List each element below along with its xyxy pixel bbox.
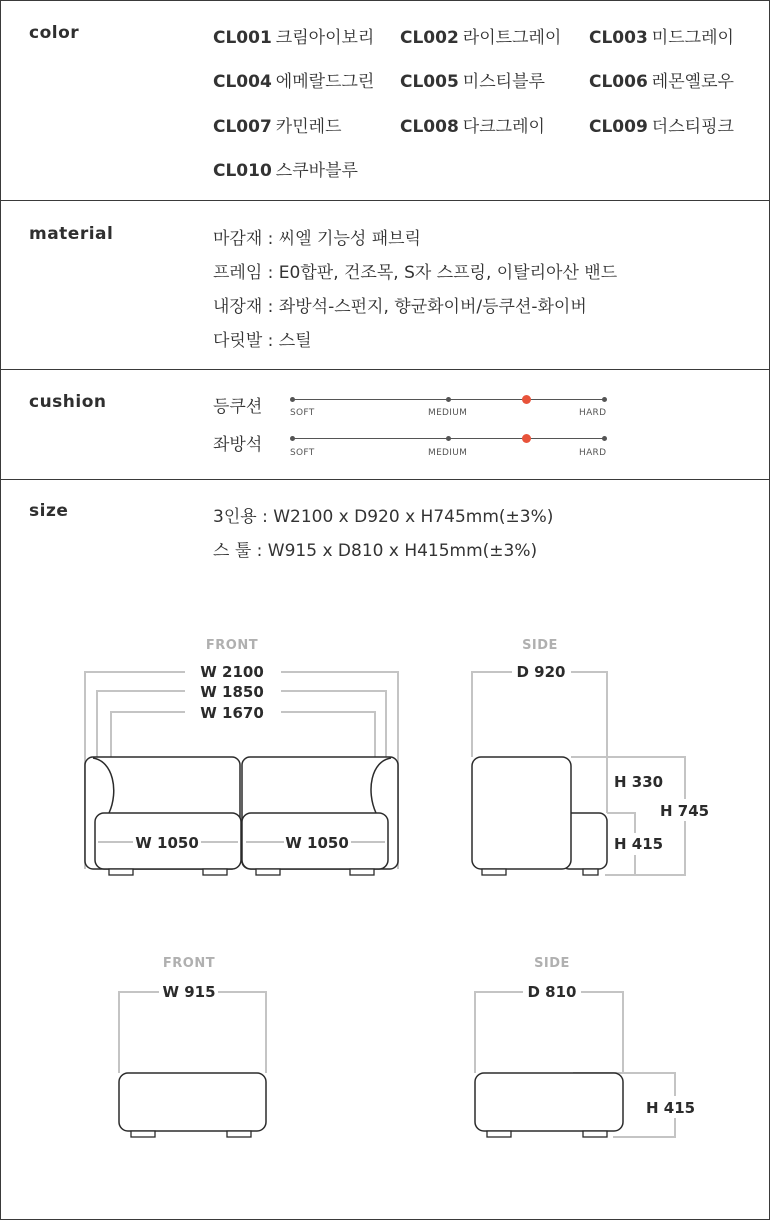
color-name: 크림아이보리 [275, 28, 375, 48]
scale-label-hard: HARD [579, 448, 607, 458]
sofa-back-side [472, 757, 571, 869]
view-label: FRONT [162, 956, 216, 971]
color-name: 라이트그레이 [462, 28, 562, 48]
dimension-label: W 915 [162, 983, 216, 1001]
material-line: 마감재 : 씨엘 기능성 패브릭 [213, 229, 421, 249]
color-code: CL007 [213, 117, 272, 137]
dimension-label: W 1850 [200, 683, 264, 701]
material-line: 다릿발 : 스틸 [213, 331, 312, 351]
material-section [1, 201, 769, 370]
color-section [1, 1, 769, 201]
color-option [213, 156, 358, 181]
scale-label-soft: SOFT [290, 408, 315, 418]
stool-leg [131, 1131, 155, 1137]
color-code: CL001 [213, 28, 272, 48]
sofa-leg [583, 869, 598, 875]
scale-dot [446, 397, 451, 402]
dimension-line [475, 992, 623, 1073]
dimension-line [119, 992, 266, 1073]
color-name: 스쿠바블루 [275, 161, 358, 181]
scale-dot [446, 436, 451, 441]
size-section [1, 480, 769, 1219]
color-name: 레몬옐로우 [651, 72, 734, 92]
dimension-label: W 2100 [200, 663, 264, 681]
scale-dot [602, 397, 607, 402]
color-option [589, 67, 734, 92]
sofa-leg [109, 869, 133, 875]
color-option [589, 23, 734, 48]
stool-side-diagram [475, 956, 695, 1137]
color-option [213, 23, 374, 48]
color-name: 미스티블루 [462, 72, 545, 92]
color-name: 더스티핑크 [651, 117, 734, 137]
color-code: CL006 [589, 72, 648, 92]
dimension-label: W 1050 [285, 834, 349, 852]
dimension-diagrams [1, 480, 769, 1219]
stool-leg [487, 1131, 511, 1137]
stool-body [475, 1073, 623, 1131]
scale-label-medium: MEDIUM [428, 408, 468, 418]
firmness-indicator [522, 434, 531, 443]
view-label: FRONT [205, 638, 259, 653]
size-spec-line: 스 툴 : W915 x D810 x H415mm(±3%) [213, 541, 538, 561]
firmness-indicator [522, 395, 531, 404]
color-option [400, 67, 545, 92]
section-label-size: size [29, 501, 69, 521]
scale-dot [290, 436, 295, 441]
view-label: SIDE [534, 956, 570, 971]
color-name: 카민레드 [275, 117, 342, 137]
sofa-side-diagram [472, 638, 709, 875]
color-option [213, 112, 342, 137]
dimension-label: D 810 [527, 983, 577, 1001]
view-label: SIDE [522, 638, 558, 653]
sofa-leg [203, 869, 227, 875]
color-name: 미드그레이 [651, 28, 734, 48]
color-option [213, 67, 374, 92]
sofa-leg [482, 869, 506, 875]
scale-dot [602, 436, 607, 441]
section-label-cushion: cushion [29, 392, 107, 412]
scale-label-hard: HARD [579, 408, 607, 418]
sofa-front-diagram [85, 638, 398, 875]
color-name: 다크그레이 [462, 117, 545, 137]
sofa-leg [350, 869, 374, 875]
sofa-leg [256, 869, 280, 875]
scale-label-medium: MEDIUM [428, 448, 468, 458]
dimension-label: W 1670 [200, 704, 264, 722]
dimension-line [472, 672, 607, 757]
color-code: CL010 [213, 161, 272, 181]
dimension-label: H 415 [646, 1099, 696, 1117]
material-line: 프레임 : E0합판, 건조목, S자 스프링, 이탈리아산 밴드 [213, 263, 618, 283]
color-name: 에메랄드그린 [275, 72, 375, 92]
color-code: CL009 [589, 117, 648, 137]
scale-dot [290, 397, 295, 402]
color-code: CL005 [400, 72, 459, 92]
section-label-material: material [29, 224, 114, 244]
dimension-label: H 330 [614, 773, 664, 791]
cushion-section [1, 370, 769, 480]
section-label-color: color [29, 23, 80, 43]
stool-leg [583, 1131, 607, 1137]
color-code: CL003 [589, 28, 648, 48]
scale-label-soft: SOFT [290, 448, 315, 458]
stool-leg [227, 1131, 251, 1137]
color-code: CL008 [400, 117, 459, 137]
dimension-label: W 1050 [135, 834, 199, 852]
dimension-label: D 920 [516, 663, 566, 681]
dimension-label: H 415 [614, 835, 664, 853]
color-code: CL002 [400, 28, 459, 48]
cushion-row-label: 등쿠션 [213, 397, 263, 417]
dimension-label: H 745 [660, 802, 710, 820]
stool-front-diagram [119, 956, 266, 1137]
color-option [400, 23, 561, 48]
color-code: CL004 [213, 72, 272, 92]
material-line: 내장재 : 좌방석-스펀지, 향균화이버/등쿠션-화이버 [213, 297, 587, 317]
cushion-row-label: 좌방석 [213, 435, 263, 455]
color-option [400, 112, 545, 137]
color-option [589, 112, 734, 137]
size-spec-line: 3인용 : W2100 x D920 x H745mm(±3%) [213, 507, 554, 527]
stool-body [119, 1073, 266, 1131]
